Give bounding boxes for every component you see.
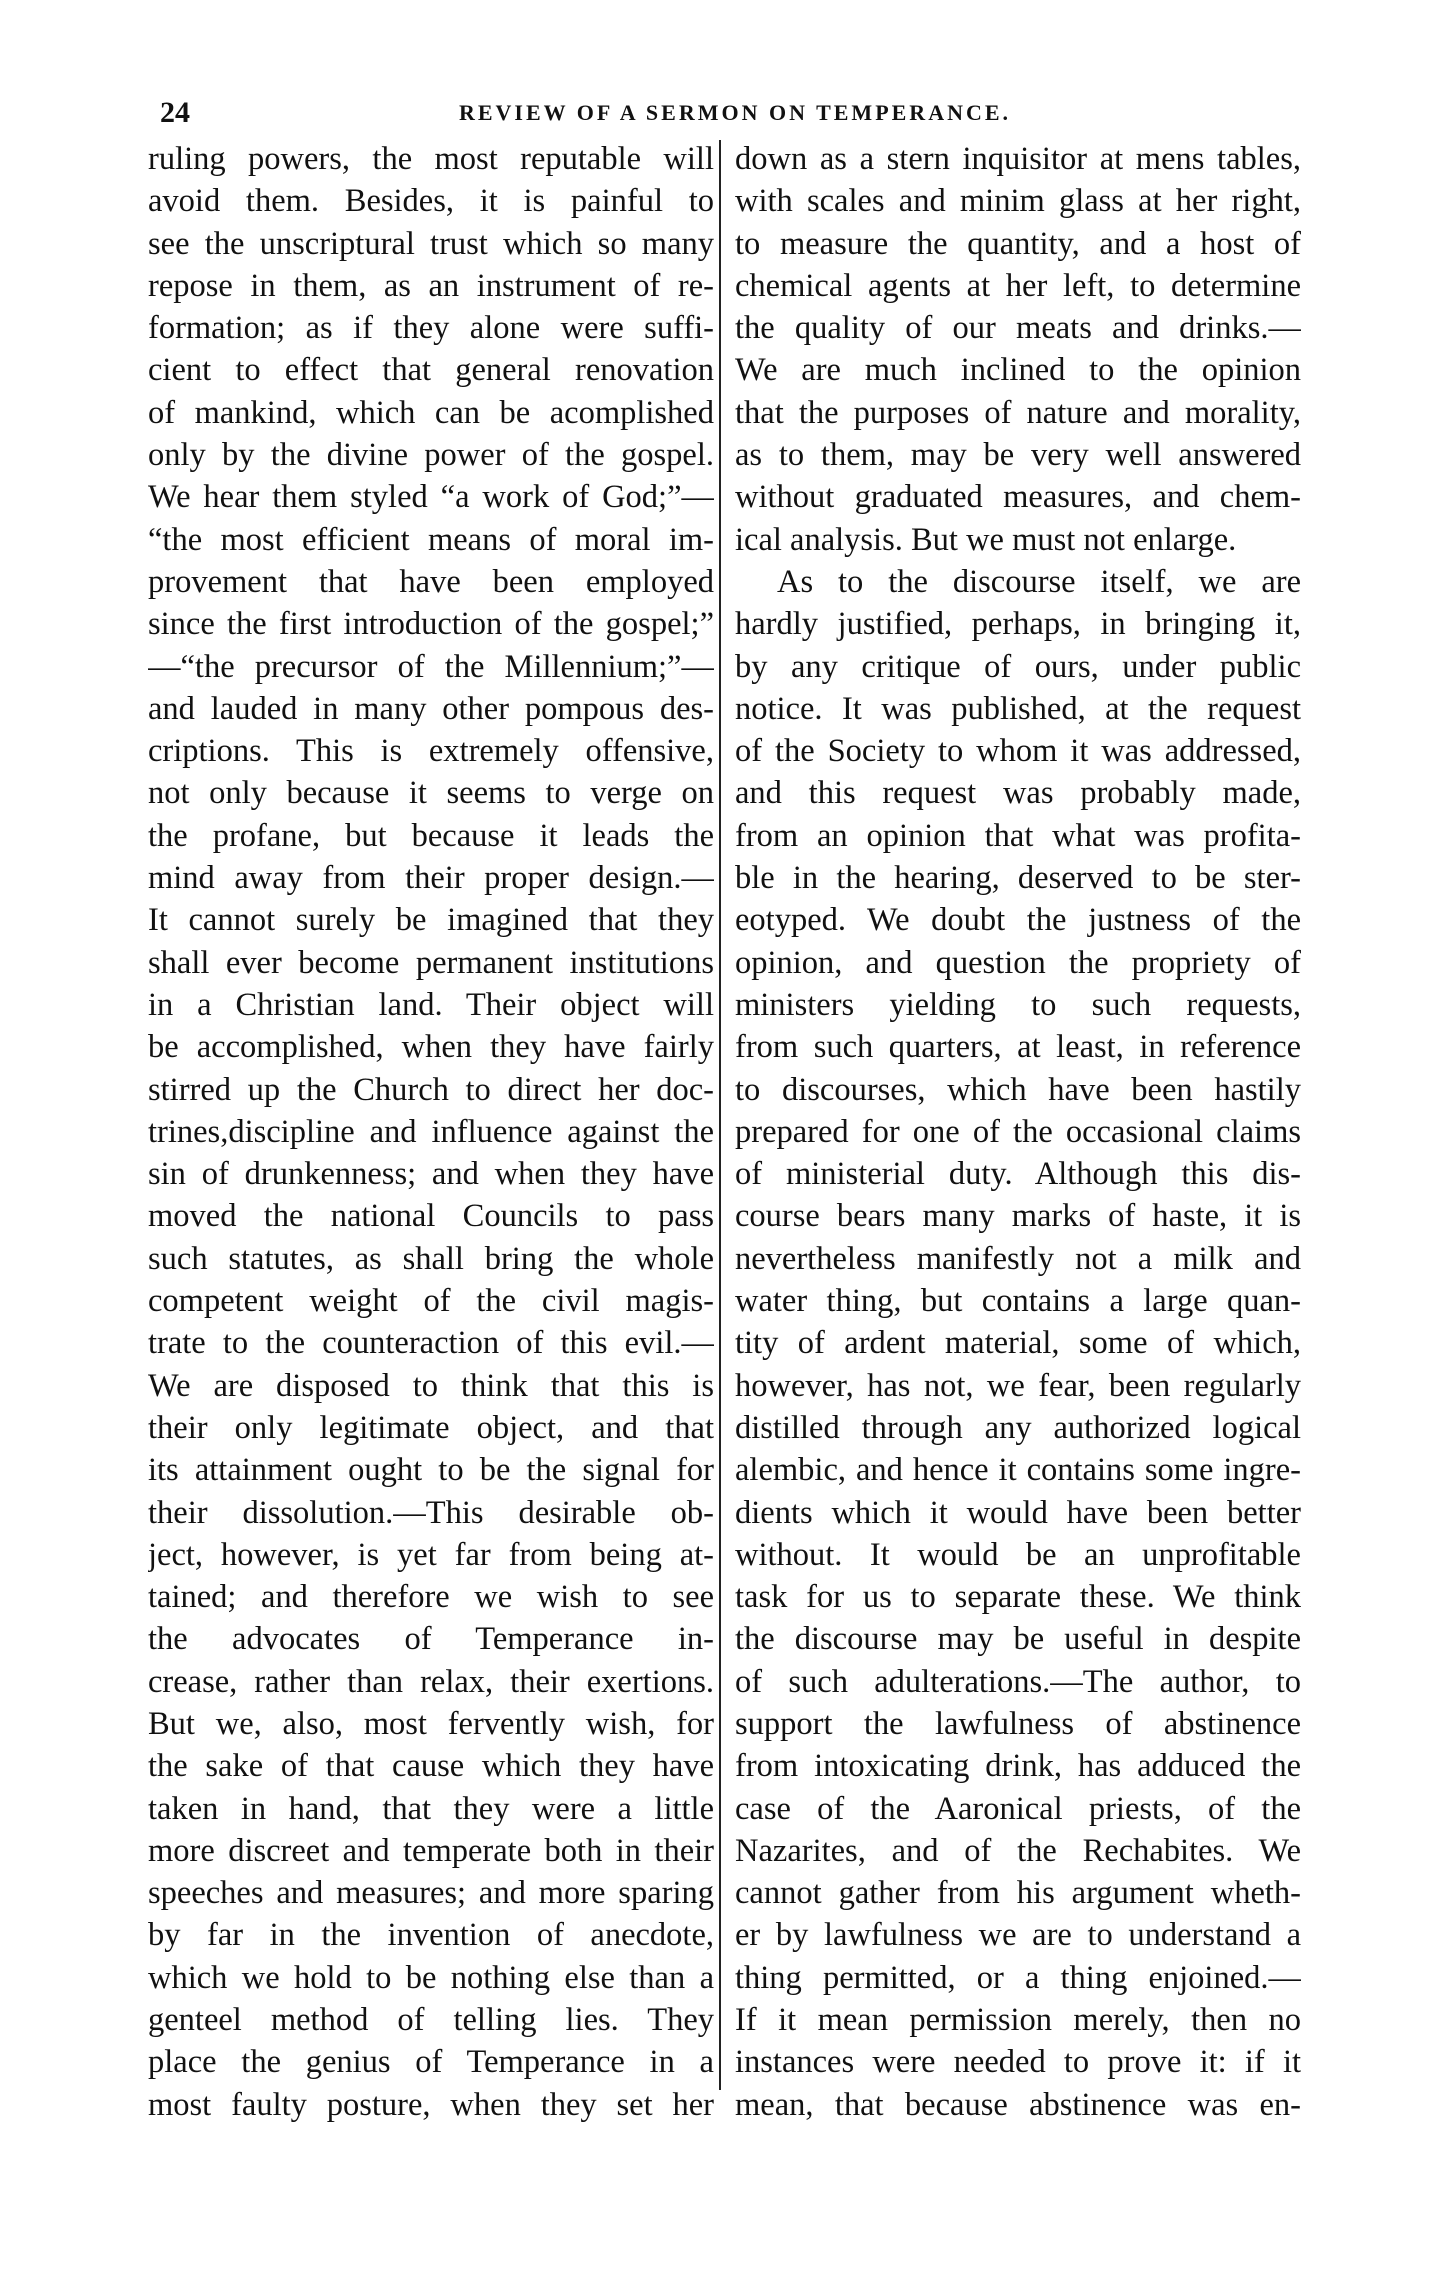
- text-line: tained; and therefore we wish to see: [148, 1579, 714, 1616]
- text-line: by far in the invention of anecdote,: [148, 1917, 714, 1954]
- text-line: shall ever become permanent institutions: [148, 944, 714, 981]
- text-line: “the most efficient means of moral im-: [148, 521, 714, 558]
- text-line: chemical agents at her left, to determine: [735, 267, 1301, 304]
- text-line: of such adulterations.—The author, to: [735, 1663, 1301, 1700]
- text-line: thing permitted, or a thing enjoined.—: [735, 1959, 1301, 1996]
- right-column: [735, 138, 1301, 2126]
- text-line: place the genius of Temperance in a: [148, 2044, 714, 2081]
- text-line: case of the Aaronical priests, of the: [735, 1790, 1301, 1827]
- text-line: taken in hand, that they were a little: [148, 1790, 714, 1827]
- text-line: that the purposes of nature and morality,: [735, 394, 1301, 431]
- text-line: the profane, but because it leads the: [148, 817, 714, 854]
- text-line: their dissolution.—This desirable ob-: [148, 1494, 714, 1531]
- text-line: moved the national Councils to pass: [148, 1198, 714, 1235]
- text-line: We hear them styled “a work of God;”—: [148, 479, 714, 516]
- text-line: from an opinion that what was profita-: [735, 817, 1301, 854]
- text-line: only by the divine power of the gospel.: [148, 437, 714, 474]
- text-line: more discreet and temperate both in their: [148, 1832, 714, 1869]
- text-line: stirred up the Church to direct her doc-: [148, 1071, 714, 1108]
- text-line: repose in them, as an instrument of re-: [148, 267, 714, 304]
- text-line: be accomplished, when they have fairly: [148, 1029, 714, 1066]
- text-line: tity of ardent material, some of which,: [735, 1325, 1301, 1362]
- text-line: however, has not, we fear, been regularly: [735, 1367, 1301, 1404]
- text-line: as to them, may be very well answered: [735, 437, 1301, 474]
- text-line: and lauded in many other pompous des-: [148, 690, 714, 727]
- text-line: their only legitimate object, and that: [148, 1409, 714, 1446]
- text-line: It cannot surely be imagined that they: [148, 902, 714, 939]
- text-line: If it mean permission merely, then no: [735, 2002, 1301, 2039]
- text-line: crease, rather than relax, their exertions.: [148, 1663, 714, 1700]
- text-line: We are disposed to think that this is: [148, 1367, 714, 1404]
- text-line: by any critique of ours, under public: [735, 648, 1301, 685]
- text-line: formation; as if they alone were suffi-: [148, 310, 714, 347]
- text-line: avoid them. Besides, it is painful to: [148, 183, 714, 220]
- text-line: trate to the counteraction of this evil.—: [148, 1325, 714, 1362]
- text-line: the discourse may be useful in despite: [735, 1621, 1301, 1658]
- text-line: criptions. This is extremely offensive,: [148, 733, 714, 770]
- text-line: ministers yielding to such requests,: [735, 986, 1301, 1023]
- text-line: such statutes, as shall bring the whole: [148, 1240, 714, 1277]
- text-line: mean, that because abstinence was en-: [735, 2086, 1301, 2123]
- text-line: since the first introduction of the gospel;”: [148, 606, 714, 643]
- text-line: cannot gather from his argument wheth-: [735, 1875, 1301, 1912]
- text-line: trines,discipline and influence against the: [148, 1113, 714, 1150]
- text-line: notice. It was published, at the request: [735, 690, 1301, 727]
- paragraph-start-line: As to the discourse itself, we are: [777, 563, 1301, 600]
- text-line: see the unscriptural trust which so many: [148, 225, 714, 262]
- text-line: without. It would be an unprofitable: [735, 1536, 1301, 1573]
- text-line: of mankind, which can be acomplished: [148, 394, 714, 431]
- text-line: provement that have been employed: [148, 563, 714, 600]
- text-line: alembic, and hence it contains some ingre-: [735, 1452, 1301, 1489]
- text-line: cient to effect that general renovation: [148, 352, 714, 389]
- text-line: from intoxicating drink, has adduced the: [735, 1748, 1301, 1785]
- text-line: most faulty posture, when they set her: [148, 2086, 714, 2123]
- text-line: to discourses, which have been hastily: [735, 1071, 1301, 1108]
- text-line: its attainment ought to be the signal for: [148, 1452, 714, 1489]
- text-line: dients which it would have been better: [735, 1494, 1301, 1531]
- text-line: ble in the hearing, deserved to be ster-: [735, 860, 1301, 897]
- running-head: REVIEW OF A SERMON ON TEMPERANCE.: [458, 100, 1012, 125]
- text-line: task for us to separate these. We think: [735, 1579, 1301, 1616]
- left-column: [148, 138, 714, 2126]
- text-line: —“the precursor of the Millennium;”—: [148, 648, 714, 685]
- text-line: course bears many marks of haste, it is: [735, 1198, 1301, 1235]
- text-line: ruling powers, the most reputable will: [148, 141, 714, 177]
- column-divider: [719, 140, 721, 2090]
- text-line: opinion, and question the propriety of: [735, 944, 1301, 981]
- text-line: prepared for one of the occasional claims: [735, 1113, 1301, 1150]
- text-line: But we, also, most fervently wish, for: [148, 1705, 714, 1742]
- text-line: speeches and measures; and more sparing: [148, 1875, 714, 1912]
- text-line: support the lawfulness of abstinence: [735, 1705, 1301, 1742]
- text-line: water thing, but contains a large quan-: [735, 1283, 1301, 1320]
- text-line: er by lawfulness we are to understand a: [735, 1917, 1301, 1954]
- text-line: which we hold to be nothing else than a: [148, 1959, 714, 1996]
- text-line: and this request was probably made,: [735, 775, 1301, 812]
- text-line: nevertheless manifestly not a milk and: [735, 1240, 1301, 1277]
- text-line: instances were needed to prove it: if it: [735, 2044, 1301, 2081]
- text-line: of ministerial duty. Although this dis-: [735, 1156, 1301, 1193]
- text-line: of the Society to whom it was addressed,: [735, 733, 1301, 770]
- text-line: Nazarites, and of the Rechabites. We: [735, 1832, 1301, 1869]
- text-line: not only because it seems to verge on: [148, 775, 714, 812]
- text-line: ical analysis. But we must not enlarge.: [735, 521, 1237, 558]
- text-line: without graduated measures, and chem-: [735, 479, 1301, 516]
- text-line: with scales and minim glass at her right,: [735, 183, 1301, 220]
- text-line: the sake of that cause which they have: [148, 1748, 714, 1785]
- text-line: down as a stern inquisitor at mens tables,: [735, 141, 1301, 177]
- text-line: the quality of our meats and drinks.—: [735, 310, 1301, 347]
- text-line: ject, however, is yet far from being at-: [148, 1536, 714, 1573]
- page-number: 24: [160, 96, 190, 129]
- text-line: distilled through any authorized logical: [735, 1409, 1301, 1446]
- text-line: to measure the quantity, and a host of: [735, 225, 1301, 262]
- text-line: mind away from their proper design.—: [148, 860, 714, 897]
- text-line: in a Christian land. Their object will: [148, 986, 714, 1023]
- page-header: [150, 96, 1320, 136]
- text-line: hardly justified, perhaps, in bringing it,: [735, 606, 1301, 643]
- text-line: We are much inclined to the opinion: [735, 352, 1301, 389]
- text-line: the advocates of Temperance in-: [148, 1621, 714, 1658]
- text-line: sin of drunkenness; and when they have: [148, 1156, 714, 1193]
- text-line: eotyped. We doubt the justness of the: [735, 902, 1301, 939]
- text-line: competent weight of the civil magis-: [148, 1283, 714, 1320]
- text-line: genteel method of telling lies. They: [148, 2002, 714, 2039]
- text-line: from such quarters, at least, in reference: [735, 1029, 1301, 1066]
